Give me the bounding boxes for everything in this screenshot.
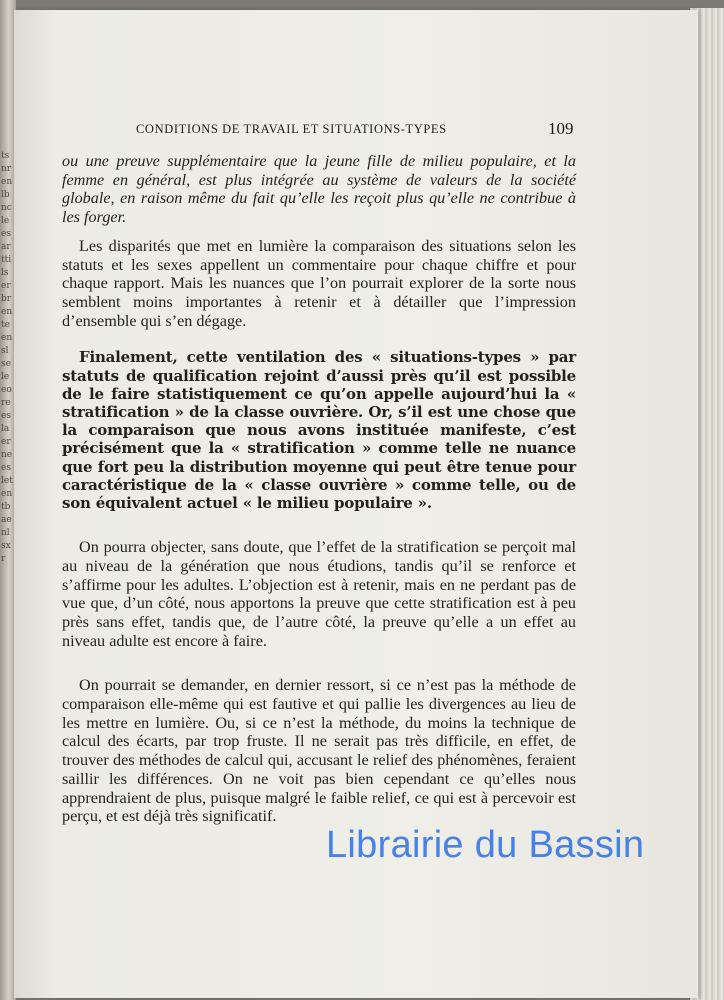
paragraph-objection: On pourra objecter, sans doute, que l’effet de la stratification se perçoit mal au niveau de la génération que nous étudions, tandis qu’il se renforce et s’affirme pour les adultes. L’objection est à retenir, mais en ne perdant pas de vue que, d’un côté, nous apportons la preuve que cette stratification est à peu près sans effet, tandis que, de l’autre côté, la preuve qu’elle a un effet au niveau adulte est encore à faire. [62,538,576,650]
watermark-logo: Librairie du Bassin [326,824,645,866]
page-number: 109 [548,119,574,138]
paragraph-finalement: Finalement, cette ventilation des « situations-types » par statuts de qualification rejoint d’aussi près qu’il est possible de le faire statistiquement ce qu’on appelle aujourd’hui la « stratification » de la classe ouvrière. Or, s’il est une chose que la comparaison que nous avons instituée manifeste, c’est précisément que la « stratification » comme telle ne nuance que fort peu la distribution moyenne qui peut être tenue pour caractéristique de la « classe ouvrière » comme telle, ou de son équivalent actuel « le milieu populaire ». [62,348,576,512]
left-page-text-fragment: tsnrenlbncleesarttilserbrenteenslseleeoreeslaerneesletentbaenlsxr [1,151,13,564]
paragraph-disparites: Les disparités que met en lumière la comparaison des situations selon les statuts et les sexes appellent un commentaire pour chaque chiffre et pour chaque rapport. Mais les nuances que l’on pourrait explorer de la sorte nous semblent moins importantes à retenir et à détailler que l’impression d’ensemble qui s’en dégage. [62,236,576,330]
page-body [62,152,576,826]
running-head: CONDITIONS DE TRAVAIL ET SITUATIONS-TYPES [136,122,447,136]
paragraph-methode: On pourrait se demander, en dernier ressort, si ce n’est pas la méthode de comparaison elle-même qui est fautive et qui pallie les divergences au lieu de les mettre en lumière. Ou, si ce n’est la méthode, du moins la technique de calcul des écarts, par trop fruste. Il ne serait pas très difficile, en effet, de trouver des méthodes de calcul qui, accusant le relief des phénomènes, feraient saillir les différences. On ne voit pas bien cependant ce qu’elles nous apprendraient de plus, puisque malgré le faible relief, ce qui est à percevoir est perçu, et est déjà très significatif. [62,676,576,826]
paragraph-continuation: ou une preuve supplémentaire que la jeune fille de milieu populaire, et la femme en général, est plus intégrée au système de valeurs de la société globale, en raison même du fait qu’elle les reçoit plus qu’elle ne contribue à les forger. [62,152,576,227]
